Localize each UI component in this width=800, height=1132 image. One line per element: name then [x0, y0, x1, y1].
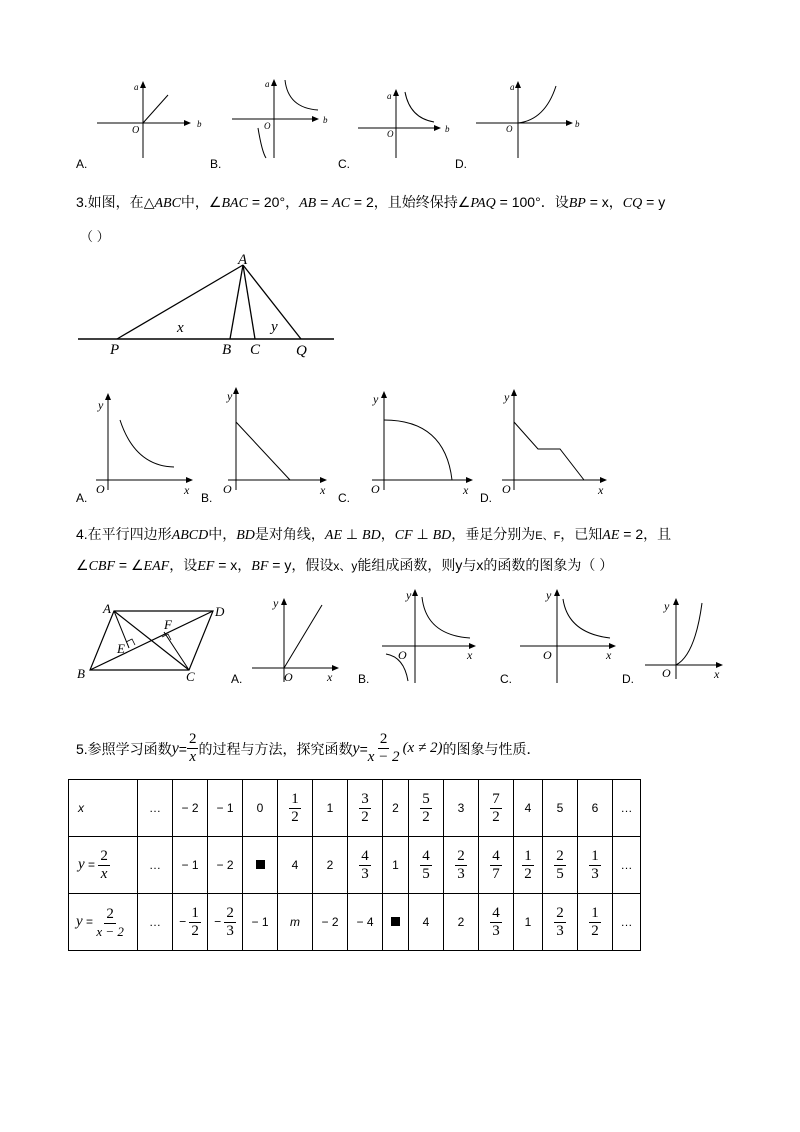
- svg-text:C: C: [186, 669, 195, 684]
- table-cell: $\frac{5}{2}$: [409, 780, 444, 837]
- q4-graph-b: [382, 588, 475, 683]
- svg-text:D: D: [215, 604, 225, 619]
- svg-text:y: y: [227, 389, 233, 403]
- table-cell: 1: [383, 837, 409, 894]
- table-cell: 5: [543, 780, 578, 837]
- svg-text:A: A: [103, 601, 111, 616]
- table-cell: 2: [444, 894, 479, 951]
- svg-text:b: b: [323, 115, 328, 125]
- table-cell: − 2: [173, 780, 208, 837]
- svg-text:O: O: [662, 666, 671, 680]
- q3-option-b: B.: [201, 491, 213, 505]
- q4-graphs: [0, 585, 800, 695]
- table-cell: − 1: [243, 894, 278, 951]
- table-cell: [243, 837, 278, 894]
- svg-text:y: y: [504, 390, 510, 404]
- q4-option-d: D.: [622, 672, 634, 686]
- q3-option-d: D.: [480, 491, 492, 505]
- table-cell: m: [278, 894, 313, 951]
- svg-text:a: a: [387, 91, 392, 101]
- table-cell: …: [138, 837, 173, 894]
- svg-text:y: y: [406, 588, 412, 602]
- q2-option-c: C.: [338, 157, 350, 171]
- svg-text:O: O: [223, 482, 232, 496]
- svg-text:O: O: [398, 648, 407, 662]
- svg-text:O: O: [371, 482, 380, 496]
- q2-graph-d: [476, 82, 580, 158]
- table-cell: − $\frac{1}{2}$: [173, 894, 208, 951]
- q2-option-a: A.: [76, 157, 88, 171]
- table-cell: 4: [514, 780, 543, 837]
- q4-option-b: B.: [358, 672, 370, 686]
- svg-text:a: a: [134, 82, 139, 92]
- table-cell: $\frac{4}{3}$: [348, 837, 383, 894]
- q3-label-p: P: [110, 342, 120, 358]
- q2-graphs: [0, 70, 800, 170]
- svg-text:x: x: [598, 483, 604, 497]
- table-cell: [383, 894, 409, 951]
- svg-text:x: x: [606, 648, 612, 662]
- q5-value-table: [68, 779, 641, 951]
- svg-text:O: O: [264, 121, 271, 131]
- table-cell: …: [613, 837, 641, 894]
- table-cell: − 1: [173, 837, 208, 894]
- table-cell: $\frac{3}{2}$: [348, 780, 383, 837]
- table-cell: …: [613, 894, 641, 951]
- table-cell: $\frac{1}{2}$: [514, 837, 543, 894]
- table-row: [69, 837, 641, 894]
- q4-question-line2: ∠CBF = ∠EAF，设EF = x，BF = y，假设x、y能组成函数，则y与x的函数的图象为（ ）: [76, 557, 614, 574]
- table-cell: $\frac{1}{2}$: [278, 780, 313, 837]
- table-cell: $\frac{4}{5}$: [409, 837, 444, 894]
- svg-text:O: O: [506, 124, 513, 134]
- svg-text:y: y: [98, 398, 104, 412]
- table-cell: $\frac{7}{2}$: [479, 780, 514, 837]
- q3-graph-c: [371, 392, 472, 497]
- q3-answer-paren: （ ）: [80, 229, 110, 244]
- svg-text:y: y: [664, 599, 670, 613]
- q5-row2-header: y = $\frac{2}{x}$: [69, 837, 138, 894]
- table-cell: $\frac{2}{3}$: [543, 894, 578, 951]
- table-cell: 2: [383, 780, 409, 837]
- svg-text:b: b: [197, 119, 202, 129]
- table-cell: 2: [313, 837, 348, 894]
- q3-label-y: y: [271, 319, 278, 335]
- q2-graph-b: [232, 79, 328, 158]
- q5-row3-header: y = $\frac{2}{x - 2}$: [69, 894, 138, 951]
- table-cell: …: [138, 780, 173, 837]
- q3-label-q: Q: [296, 343, 307, 359]
- svg-text:O: O: [132, 125, 140, 136]
- q3-label-c: C: [250, 342, 261, 358]
- q5-row1-header: x: [69, 780, 138, 837]
- q3-graph-b: [223, 388, 326, 497]
- svg-text:O: O: [543, 648, 552, 662]
- table-cell: 6: [578, 780, 613, 837]
- q3-label-a: A: [238, 252, 248, 268]
- table-cell: − 4: [348, 894, 383, 951]
- table-cell: $\frac{2}{5}$: [543, 837, 578, 894]
- q4-graph-a: [252, 596, 338, 684]
- q4-graph-d: [645, 599, 722, 681]
- svg-text:a: a: [265, 79, 270, 89]
- table-cell: …: [613, 780, 641, 837]
- svg-text:F: F: [164, 617, 172, 632]
- q3-graphs: [0, 380, 800, 500]
- table-cell: $\frac{2}{3}$: [444, 837, 479, 894]
- svg-text:y: y: [546, 588, 552, 602]
- table-cell: − 1: [208, 780, 243, 837]
- table-cell: $\frac{1}{2}$: [578, 894, 613, 951]
- svg-text:x: x: [320, 483, 326, 497]
- svg-text:y: y: [373, 392, 379, 406]
- q3-question-text: 3.如图，在△ABC中，∠BAC = 20°，AB = AC = 2，且始终保持∠PAQ = 100°．设BP = x，CQ = y: [76, 194, 666, 211]
- q4-option-c: C.: [500, 672, 512, 686]
- table-cell: …: [138, 894, 173, 951]
- q2-graph-a: [97, 82, 202, 158]
- svg-text:a: a: [510, 82, 515, 92]
- table-cell: $\frac{1}{3}$: [578, 837, 613, 894]
- table-row: [69, 894, 641, 951]
- table-cell: 1: [514, 894, 543, 951]
- q4-question-line1: 4.在平行四边形ABCD中，BD是对角线，AE ⊥ BD，CF ⊥ BD，垂足分别为E、F，已知AE = 2，且: [76, 526, 672, 543]
- table-cell: 4: [278, 837, 313, 894]
- table-cell: $\frac{4}{7}$: [479, 837, 514, 894]
- q2-option-d: D.: [455, 157, 467, 171]
- q2-option-b: B.: [210, 157, 222, 171]
- svg-text:x: x: [463, 483, 469, 497]
- q5-question-text: 5.参照学习函数 y = $\frac{2}{x}$ 的过程与方法，探究函数 y = $\frac{2}{x - 2}$ (x ≠ 2) 的图象与性质．: [76, 731, 541, 765]
- q3-option-c: C.: [338, 491, 350, 505]
- svg-text:B: B: [77, 666, 85, 681]
- q3-option-a: A.: [76, 491, 88, 505]
- table-cell: − 2: [313, 894, 348, 951]
- svg-text:E: E: [117, 641, 125, 656]
- svg-text:O: O: [502, 482, 511, 496]
- svg-text:x: x: [327, 670, 333, 684]
- q2-graph-c: [358, 90, 450, 158]
- svg-text:O: O: [284, 670, 293, 684]
- svg-text:x: x: [184, 483, 190, 497]
- q3-label-x: x: [177, 320, 184, 336]
- q4-graph-c: [520, 588, 615, 683]
- q3-label-b: B: [222, 342, 232, 358]
- table-cell: 0: [243, 780, 278, 837]
- svg-text:O: O: [96, 482, 105, 496]
- table-cell: 4: [409, 894, 444, 951]
- table-cell: 3: [444, 780, 479, 837]
- svg-text:y: y: [273, 596, 279, 610]
- table-cell: 1: [313, 780, 348, 837]
- table-cell: $\frac{4}{3}$: [479, 894, 514, 951]
- q3-graph-d: [502, 390, 606, 497]
- svg-text:x: x: [467, 648, 473, 662]
- table-row: [69, 780, 641, 837]
- svg-text:b: b: [575, 119, 580, 129]
- q3-graph-a: [96, 394, 192, 497]
- svg-text:b: b: [445, 124, 450, 134]
- svg-text:x: x: [714, 667, 720, 681]
- svg-text:O: O: [387, 129, 394, 139]
- table-cell: − $\frac{2}{3}$: [208, 894, 243, 951]
- table-cell: − 2: [208, 837, 243, 894]
- q3-figure: [70, 250, 350, 360]
- q4-option-a: A.: [231, 672, 243, 686]
